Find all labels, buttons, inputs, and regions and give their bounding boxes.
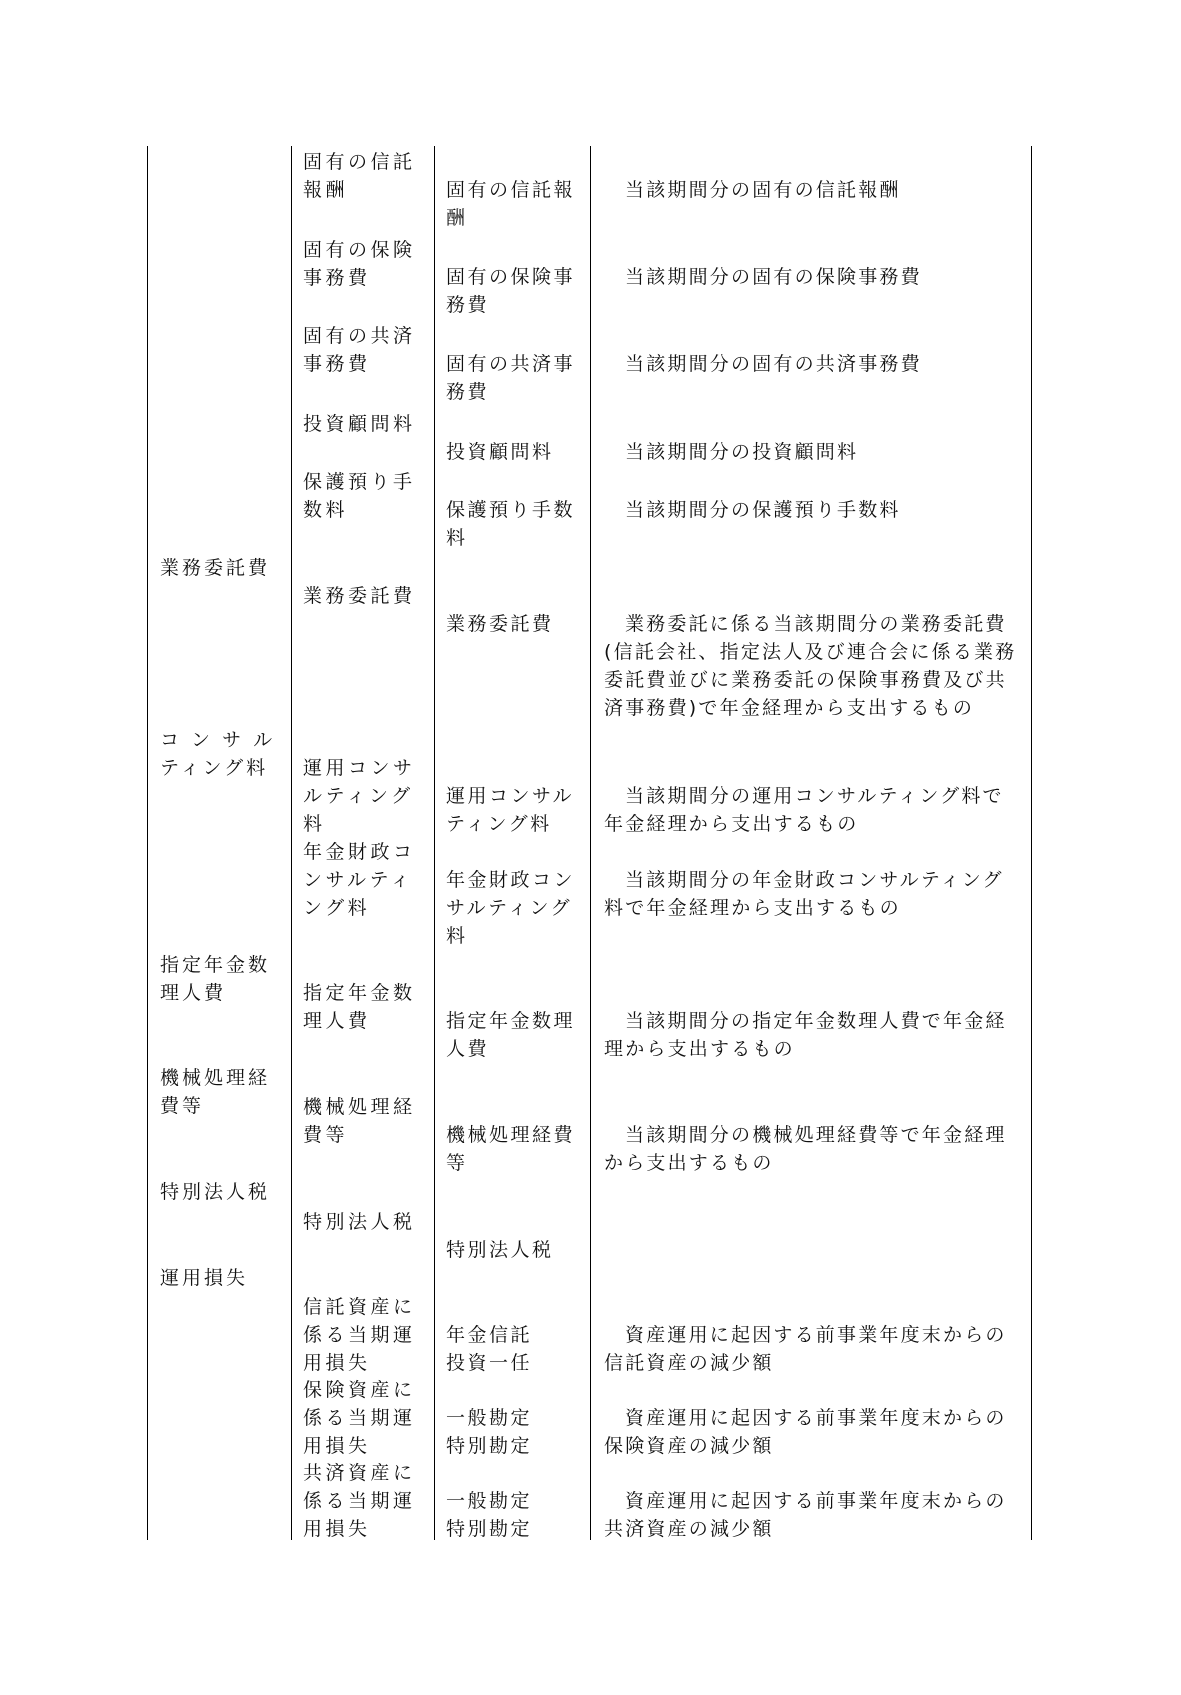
cell-text-line: 料 <box>446 527 468 549</box>
account-cell <box>446 1121 582 1177</box>
cell-text-line: 当該期間分の保護預り手数料 <box>625 499 901 521</box>
cell-text-line: 共済資産に <box>303 1462 416 1484</box>
cell-text-line: 年金信託 <box>446 1324 533 1346</box>
cell-text-line: 特別勘定 <box>446 1518 533 1540</box>
account-cell <box>446 1007 582 1063</box>
cell-text-line: 当該期間分の機械処理経費等で年金経理 <box>625 1124 1007 1146</box>
subcategory-cell <box>303 236 425 292</box>
description-cell <box>604 782 1024 838</box>
category-cell <box>160 726 284 782</box>
account-cell <box>446 782 582 838</box>
cell-text-line: 運用損失 <box>160 1267 249 1289</box>
cell-text-line: 務費 <box>446 294 490 316</box>
subcategory-cell <box>303 468 425 524</box>
cell-text-line: 機械処理経費 <box>446 1124 576 1146</box>
cell-text-line: 理人費 <box>160 982 227 1004</box>
cell-text-line: 一般勘定 <box>446 1490 533 1512</box>
cell-text-line: 当該期間分の固有の信託報酬 <box>625 179 901 201</box>
cell-text-line: 当該期間分の投資顧問料 <box>625 441 859 463</box>
description-cell <box>604 496 1024 524</box>
cell-text-line: 資産運用に起因する前事業年度末からの <box>625 1407 1007 1429</box>
cell-text-line: 一般勘定 <box>446 1407 533 1429</box>
cell-text-line: ティング料 <box>446 813 552 835</box>
subcategory-cell <box>303 148 425 204</box>
cell-text-line: 料で年金経理から支出するもの <box>604 897 901 919</box>
cell-text-line: 運用コンサ <box>303 757 416 779</box>
cell-text-line: 理人費 <box>303 1010 371 1032</box>
cell-text-line: 資産運用に起因する前事業年度末からの <box>625 1490 1007 1512</box>
cell-text-line: 保護預り手 <box>303 471 416 493</box>
description-cell <box>604 263 1024 291</box>
cell-text-line: 固有の共済事 <box>446 353 576 375</box>
cell-text-line: コ ン サ ル <box>160 729 276 751</box>
account-cell <box>446 263 582 319</box>
cell-text-line: 係る当期運 <box>303 1490 416 1512</box>
subcategory-cell <box>303 410 425 438</box>
cell-text-line: 資産運用に起因する前事業年度末からの <box>625 1324 1007 1346</box>
table-border-left <box>147 146 148 1540</box>
subcategory-cell <box>303 838 425 922</box>
cell-text-line: 固有の共済 <box>303 325 416 347</box>
description-cell <box>604 438 1024 466</box>
cell-text-line: 業務委託費 <box>446 613 554 635</box>
cell-text-line: から支出するもの <box>604 1152 774 1174</box>
cell-text-line: 固有の保険 <box>303 239 416 261</box>
subcategory-cell <box>303 1208 425 1236</box>
cell-text-line: 当該期間分の指定年金数理人費で年金経 <box>625 1010 1007 1032</box>
cell-text-line: 報酬 <box>303 179 349 201</box>
cell-text-line: 人費 <box>446 1038 490 1060</box>
description-cell <box>604 350 1024 378</box>
subcategory-cell <box>303 979 425 1035</box>
description-cell <box>604 1404 1024 1460</box>
category-cell <box>160 951 284 1007</box>
table-divider-2 <box>434 146 435 1540</box>
cell-text-line: 特別勘定 <box>446 1435 533 1457</box>
cell-text-line: 保険資産に <box>303 1379 416 1401</box>
cell-text-line: ティング料 <box>160 757 269 779</box>
cell-text-line: 共済資産の減少額 <box>604 1518 774 1540</box>
cell-text-line: ング料 <box>303 897 371 919</box>
cell-text-line: 保険資産の減少額 <box>604 1435 774 1457</box>
cell-text-line: 指定年金数 <box>303 982 416 1004</box>
subcategory-cell <box>303 582 425 610</box>
subcategory-cell <box>303 322 425 378</box>
cell-text-line: (信託会社、指定法人及び連合会に係る業務 <box>604 641 1017 663</box>
account-cell <box>446 1487 582 1543</box>
description-cell <box>604 866 1024 922</box>
cell-text-line: 投資一任 <box>446 1352 533 1374</box>
table-divider-1 <box>291 146 292 1540</box>
cell-text-line: 固有の信託報 <box>446 179 576 201</box>
description-cell <box>604 176 1024 204</box>
cell-text-line: 当該期間分の運用コンサルティング料で <box>625 785 1004 807</box>
subcategory-cell <box>303 1376 425 1460</box>
cell-text-line: 信託資産に <box>303 1296 416 1318</box>
cell-text-line: 機械処理経 <box>303 1096 416 1118</box>
description-cell <box>604 1121 1024 1177</box>
cell-text-line: 用損失 <box>303 1352 371 1374</box>
cell-text-line: 特別法人税 <box>446 1239 554 1261</box>
account-cell <box>446 438 582 466</box>
table-divider-3 <box>590 146 591 1540</box>
account-cell <box>446 176 582 232</box>
description-cell <box>604 1321 1024 1377</box>
cell-text-line: 固有の保険事 <box>446 266 576 288</box>
subcategory-cell <box>303 1093 425 1149</box>
cell-text-line: ンサルティ <box>303 869 414 891</box>
cell-text-line: 事務費 <box>303 353 371 375</box>
cell-text-line: 数料 <box>303 499 349 521</box>
account-cell <box>446 496 582 552</box>
category-cell <box>160 1264 284 1292</box>
cell-text-line: 固有の信託 <box>303 151 416 173</box>
cell-text-line: 年金財政コ <box>303 841 416 863</box>
cell-text-line: 務費 <box>446 381 490 403</box>
cell-text-line: 特別法人税 <box>160 1181 271 1203</box>
subcategory-cell <box>303 754 425 838</box>
cell-text-line: 投資顧問料 <box>446 441 554 463</box>
cell-text-line: 用損失 <box>303 1435 371 1457</box>
category-cell <box>160 1064 284 1120</box>
account-cell <box>446 1321 582 1377</box>
cell-text-line: 当該期間分の年金財政コンサルティング <box>625 869 1004 891</box>
table-border-right <box>1031 146 1032 1540</box>
account-cell <box>446 1236 582 1264</box>
cell-text-line: 特別法人税 <box>303 1211 416 1233</box>
account-cell <box>446 610 582 638</box>
cell-text-line: 酬 <box>446 207 468 229</box>
account-cell <box>446 1404 582 1460</box>
cell-text-line: 事務費 <box>303 267 371 289</box>
cell-text-line: 理から支出するもの <box>604 1038 795 1060</box>
cell-text-line: サルティング <box>446 897 573 919</box>
description-cell <box>604 610 1024 722</box>
cell-text-line: 等 <box>446 1152 468 1174</box>
description-cell <box>604 1487 1024 1543</box>
cell-text-line: 年金財政コン <box>446 869 576 891</box>
cell-text-line: 用損失 <box>303 1518 371 1540</box>
cell-text-line: 費等 <box>160 1095 205 1117</box>
cell-text-line: 指定年金数 <box>160 954 271 976</box>
cell-text-line: 投資顧問料 <box>303 413 416 435</box>
cell-text-line: 保護預り手数 <box>446 499 576 521</box>
cell-text-line: 業務委託費 <box>160 557 271 579</box>
cell-text-line: 当該期間分の固有の共済事務費 <box>625 353 922 375</box>
cell-text-line: ルティング <box>303 785 414 807</box>
cell-text-line: 当該期間分の固有の保険事務費 <box>625 266 922 288</box>
cell-text-line: 業務委託に係る当該期間分の業務委託費 <box>625 613 1007 635</box>
account-cell <box>446 350 582 406</box>
description-cell <box>604 1007 1024 1063</box>
cell-text-line: 委託費並びに業務委託の保険事務費及び共 <box>604 669 1007 691</box>
category-cell <box>160 554 284 582</box>
category-cell <box>160 1178 284 1206</box>
cell-text-line: 係る当期運 <box>303 1324 416 1346</box>
cell-text-line: 料 <box>303 813 326 835</box>
subcategory-cell <box>303 1459 425 1543</box>
account-cell <box>446 866 582 950</box>
cell-text-line: 指定年金数理 <box>446 1010 576 1032</box>
cell-text-line: 年金経理から支出するもの <box>604 813 859 835</box>
cell-text-line: 機械処理経 <box>160 1067 271 1089</box>
cell-text-line: 業務委託費 <box>303 585 416 607</box>
cell-text-line: 済事務費)で年金経理から支出するもの <box>604 697 975 719</box>
cell-text-line: 料 <box>446 925 468 947</box>
cell-text-line: 費等 <box>303 1124 349 1146</box>
cell-text-line: 信託資産の減少額 <box>604 1352 774 1374</box>
cell-text-line: 係る当期運 <box>303 1407 416 1429</box>
subcategory-cell <box>303 1293 425 1377</box>
cell-text-line: 運用コンサル <box>446 785 575 807</box>
